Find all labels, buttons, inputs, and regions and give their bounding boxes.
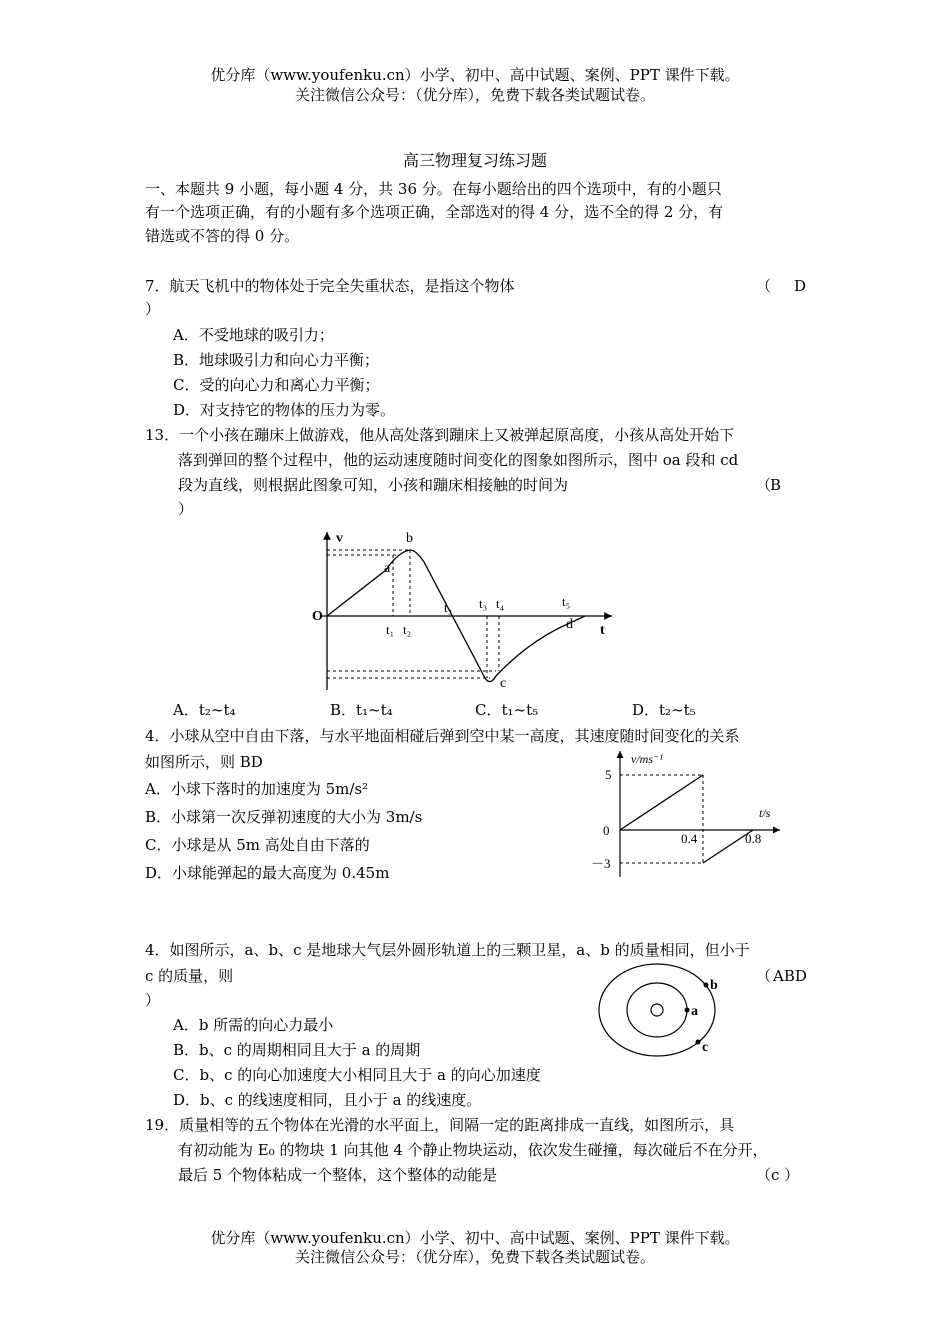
q13-velocity-graph — [300, 520, 630, 700]
q7-option: B．地球吸引力和向心力平衡； — [173, 351, 380, 369]
x-axis-label: t/s — [759, 806, 771, 820]
q4a-velocity-graph — [585, 745, 785, 880]
q7-option: C．受的向心力和离心力平衡； — [173, 376, 380, 394]
q13-option-c: C．t₁~t₅ — [475, 701, 539, 719]
footer-line-2: 关注微信公众号：（优分库），免费下载各类试题试卷。 — [294, 1248, 655, 1266]
x-tick-0.4: 0.4 — [681, 831, 698, 846]
q13-option-d: D．t₂~t₅ — [632, 701, 696, 719]
y-tick-neg3: －3 — [591, 856, 611, 871]
satellite-b — [704, 983, 709, 988]
earth — [651, 1004, 663, 1016]
intro-line: 错选或不答的得 0 分。 — [145, 227, 300, 245]
point-c-label: c — [500, 676, 507, 691]
q19-line: 19．质量相等的五个物体在光滑的水平面上，间隔一定的距离排成一直线，如图所示，具 — [145, 1116, 735, 1134]
t3-label: t₃ — [479, 596, 488, 611]
guide-lines — [327, 550, 499, 678]
q19-line: 有初动能为 E₀ 的物块 1 向其他 4 个静止物块运动，依次发生碰撞，每次碰后不在分开， — [178, 1141, 768, 1159]
q4b-answer-close: ） — [145, 991, 161, 1009]
guide-lines — [620, 775, 703, 863]
q13-answer-open: （ — [756, 476, 772, 494]
satellite-a — [685, 1008, 690, 1013]
q7-option: A．不受地球的吸引力； — [173, 326, 334, 344]
q7-answer-open: （ — [756, 277, 772, 295]
q4b-answer-open: （ — [756, 967, 772, 985]
q7-answer: D — [794, 277, 807, 295]
q7-option: D．对支持它的物体的压力为零。 — [173, 401, 396, 419]
q4b-option: C．b、c 的向心加速度大小相同且大于 a 的向心加速度 — [173, 1066, 541, 1084]
q4a-line: 4．小球从空中自由下落，与水平地面相碰后弹到空中某一高度，其速度随时间变化的关系 — [145, 727, 740, 745]
header-line-1: 优分库（www.youfenku.cn）小学、初中、高中试题、案例、PPT 课件下载。 — [210, 66, 740, 84]
q13-answer-close: ） — [178, 500, 194, 518]
fall-segment — [620, 775, 703, 830]
t-axis-label: t — [600, 623, 605, 638]
q19-answer: （c ） — [756, 1166, 800, 1184]
v-axis-label: v — [336, 531, 343, 546]
q4b-line: 4．如图所示，a、b、c 是地球大气层外圆形轨道上的三颗卫星，a、b 的质量相同，但小于 — [145, 941, 750, 959]
t5-label: t₅ — [562, 594, 571, 609]
intro-line: 有一个选项正确，有的小题有多个选项正确，全部选对的得 4 分，选不全的得 2 分，有 — [145, 203, 724, 221]
q4a-option: C．小球是从 5m 高处自由下落的 — [145, 836, 370, 854]
header-line-2: 关注微信公众号：（优分库），免费下载各类试题试卷。 — [294, 86, 655, 104]
q4b-option: A．b 所需的向心力最小 — [173, 1016, 334, 1034]
y-axis-label: v/ms⁻¹ — [631, 752, 663, 766]
q7-answer-close: ） — [145, 300, 161, 318]
footer-line-1: 优分库（www.youfenku.cn）小学、初中、高中试题、案例、PPT 课件下载。 — [210, 1229, 740, 1247]
orbit-diagram — [595, 960, 730, 1060]
q4b-option: B．b、c 的周期相同且大于 a 的周期 — [173, 1041, 421, 1059]
q13-answer: B — [770, 476, 782, 494]
q4b-option: D．b、c 的线速度相同，且小于 a 的线速度。 — [173, 1091, 482, 1109]
origin-label: O — [312, 609, 323, 624]
t4-label: t₄ — [496, 596, 505, 611]
q13-line: 13．一个小孩在蹦床上做游戏，他从高处落到蹦床上又被弹起原高度，小孩从高处开始下 — [145, 426, 735, 444]
t2-label: t₂ — [403, 622, 412, 637]
q13-line: 落到弹回的整个过程中，他的运动速度随时间变化的图象如图所示，图中 oa 段和 cd — [178, 451, 739, 469]
t3-label: t₃ — [444, 600, 453, 615]
q4a-line: 如图所示，则 BD — [145, 753, 263, 771]
intro-line: 一、本题共 9 小题，每小题 4 分，共 36 分。在每小题给出的四个选项中，有的小题只 — [145, 180, 722, 198]
point-a-label: a — [384, 561, 391, 576]
t1-label: t₁ — [386, 622, 395, 637]
page-title: 高三物理复习练习题 — [402, 151, 547, 170]
q13-option-b: B．t₁~t₄ — [330, 701, 393, 719]
point-b-label: b — [406, 531, 413, 546]
q4a-option: A．小球下落时的加速度为 5m/s² — [145, 780, 369, 798]
inner-orbit — [627, 983, 687, 1037]
q13-option-a: A．t₂~t₄ — [173, 701, 236, 719]
q4b-answer: ABD — [773, 967, 807, 985]
x-tick-0.8: 0.8 — [745, 831, 762, 846]
label-b: b — [710, 978, 718, 993]
q4a-option: D．小球能弹起的最大高度为 0.45m — [145, 864, 390, 882]
satellite-c — [696, 1040, 701, 1045]
y-tick-0: 0 — [603, 823, 610, 838]
q4a-option: B．小球第一次反弹初速度的大小为 3m/s — [145, 808, 423, 826]
q4b-line: c 的质量，则 — [145, 967, 234, 985]
q13-line: 段为直线，则根据此图象可知，小孩和蹦床相接触的时间为 — [178, 476, 569, 494]
point-d-label: d — [566, 617, 573, 632]
label-c: c — [702, 1040, 709, 1055]
q19-line: 最后 5 个物体粘成一个整体，这个整体的动能是 — [178, 1166, 498, 1184]
q7-stem: 7．航天飞机中的物体处于完全失重状态，是指这个物体 — [145, 277, 515, 295]
y-tick-5: 5 — [605, 767, 612, 782]
label-a: a — [691, 1004, 698, 1019]
